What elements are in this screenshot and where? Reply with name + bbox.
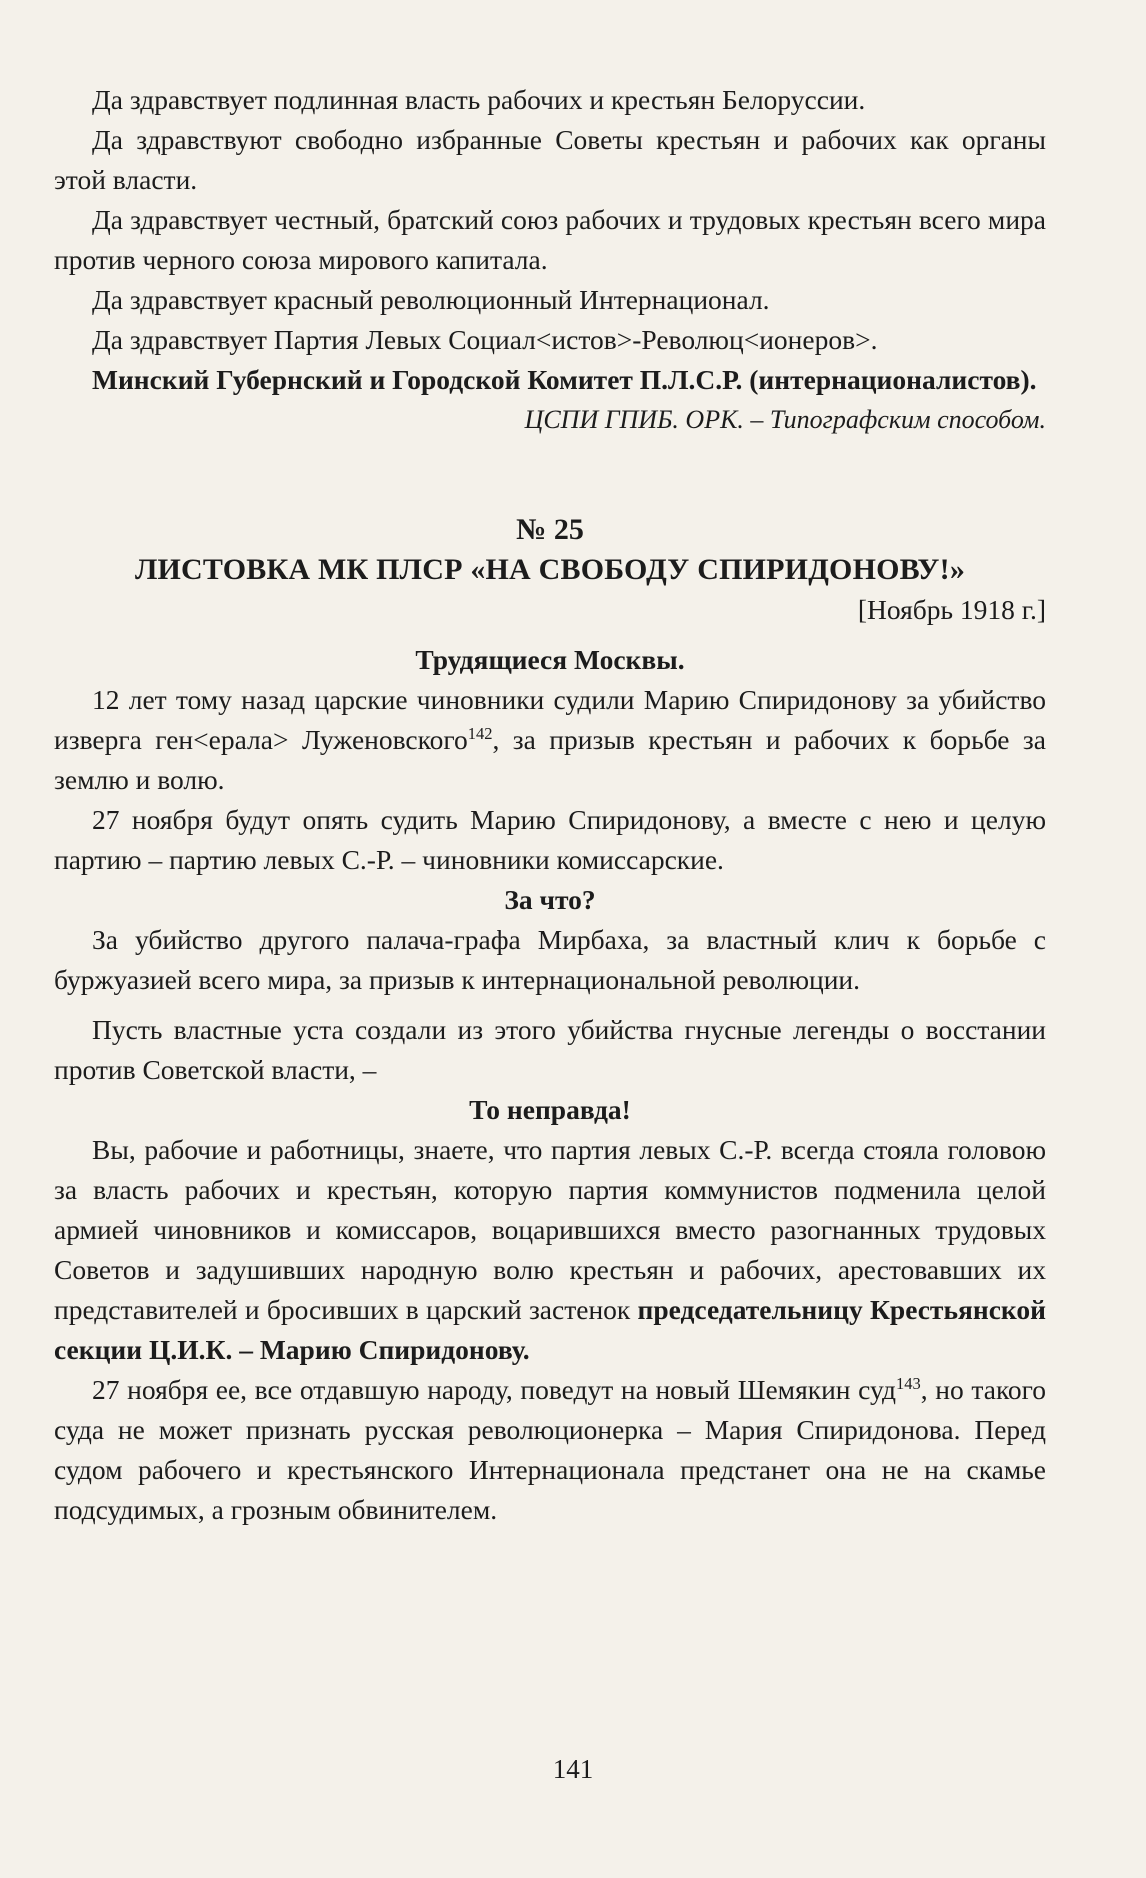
paragraph-5 [54, 1130, 1046, 1370]
slogan-1: Да здравствует подлинная власть рабочих и крестьян Белоруссии. [92, 84, 866, 115]
paragraph-6-b: , но такого суда не может признать русская революционерка – Мария Спиридонова. Перед судом рабочего и крестьянского Интернационала предстанет она не на скамье подсудимых, а грозным обвинителем. [54, 1374, 1046, 1525]
paragraph-1 [54, 680, 1046, 800]
paragraph-5-bold: председательницу Крестьянской секции Ц.И.К. – Марию Спиридонову. [54, 1294, 1046, 1365]
paragraph-6-a: 27 ноября ее, все отдавшую народу, поведут на новый Шемякин суд [92, 1374, 897, 1405]
body-text [54, 80, 1046, 1530]
paragraph-5-a: Вы, рабочие и работницы, знаете, что партия левых С.-Р. всегда стояла головою за власть рабочих и крестьян, которую партия коммунистов подменила целой армией чиновников и комиссаров, воцарившихся вместо разогнанных трудовых Советов и задушивших народную волю крестьян и рабочих, арестовавших их представителей и бросивших в царский застенок [54, 1134, 1046, 1325]
footnote-143: 143 [896, 1373, 921, 1393]
question-heading: За что? [504, 884, 596, 915]
document-title: ЛИСТОВКА МК ПЛСР «НА СВОБОДУ СПИРИДОНОВУ!» [134, 553, 966, 586]
paragraph-1-b: , за призыв крестьян и рабочих к борьбе за землю и волю. [54, 724, 1046, 795]
paragraph-1-a: 12 лет тому назад царские чиновники судили Марию Спиридонову за убийство изверга ген<ерала> Луженовского [54, 684, 1046, 755]
slogan-4: Да здравствует красный революционный Интернационал. [92, 284, 770, 315]
greeting: Трудящиеся Москвы. [415, 644, 685, 675]
footnote-142: 142 [467, 723, 493, 743]
document-date: [Ноябрь 1918 г.] [857, 594, 1046, 625]
paragraph-3: За убийство другого палача-графа Мирбаха, за властный клич к борьбе с буржуазией всего мира, за призыв к интернациональной революции. [54, 924, 1046, 995]
paragraph-6 [54, 1370, 1046, 1530]
slogan-2: Да здравствуют свободно избранные Советы крестьян и рабочих как органы этой власти. [54, 124, 1046, 195]
slogan-5: Да здравствует Партия Левых Социал<истов>-Революц<ионеров>. [92, 324, 878, 355]
paragraph-2: 27 ноября будут опять судить Марию Спиридонову, а вместе с нею и целую партию – партию левых С.-Р. – чиновники комиссарские. [54, 804, 1046, 875]
paragraph-4: Пусть властные уста создали из этого убийства гнусные легенды о восстании против Советской власти, – [54, 1014, 1046, 1085]
denial-heading: То неправда! [469, 1094, 631, 1125]
slogan-3: Да здравствует честный, братский союз рабочих и трудовых крестьян всего мира против черного союза мирового капитала. [54, 204, 1046, 275]
document-number: № 25 [516, 513, 584, 546]
archive-source: ЦСПИ ГПИБ. ОРК. – Типографским способом. [524, 405, 1046, 434]
page-number: 141 [552, 1754, 594, 1784]
signature: Минский Губернский и Городской Комитет П.Л.С.Р. (интернационалистов). [92, 364, 1037, 395]
